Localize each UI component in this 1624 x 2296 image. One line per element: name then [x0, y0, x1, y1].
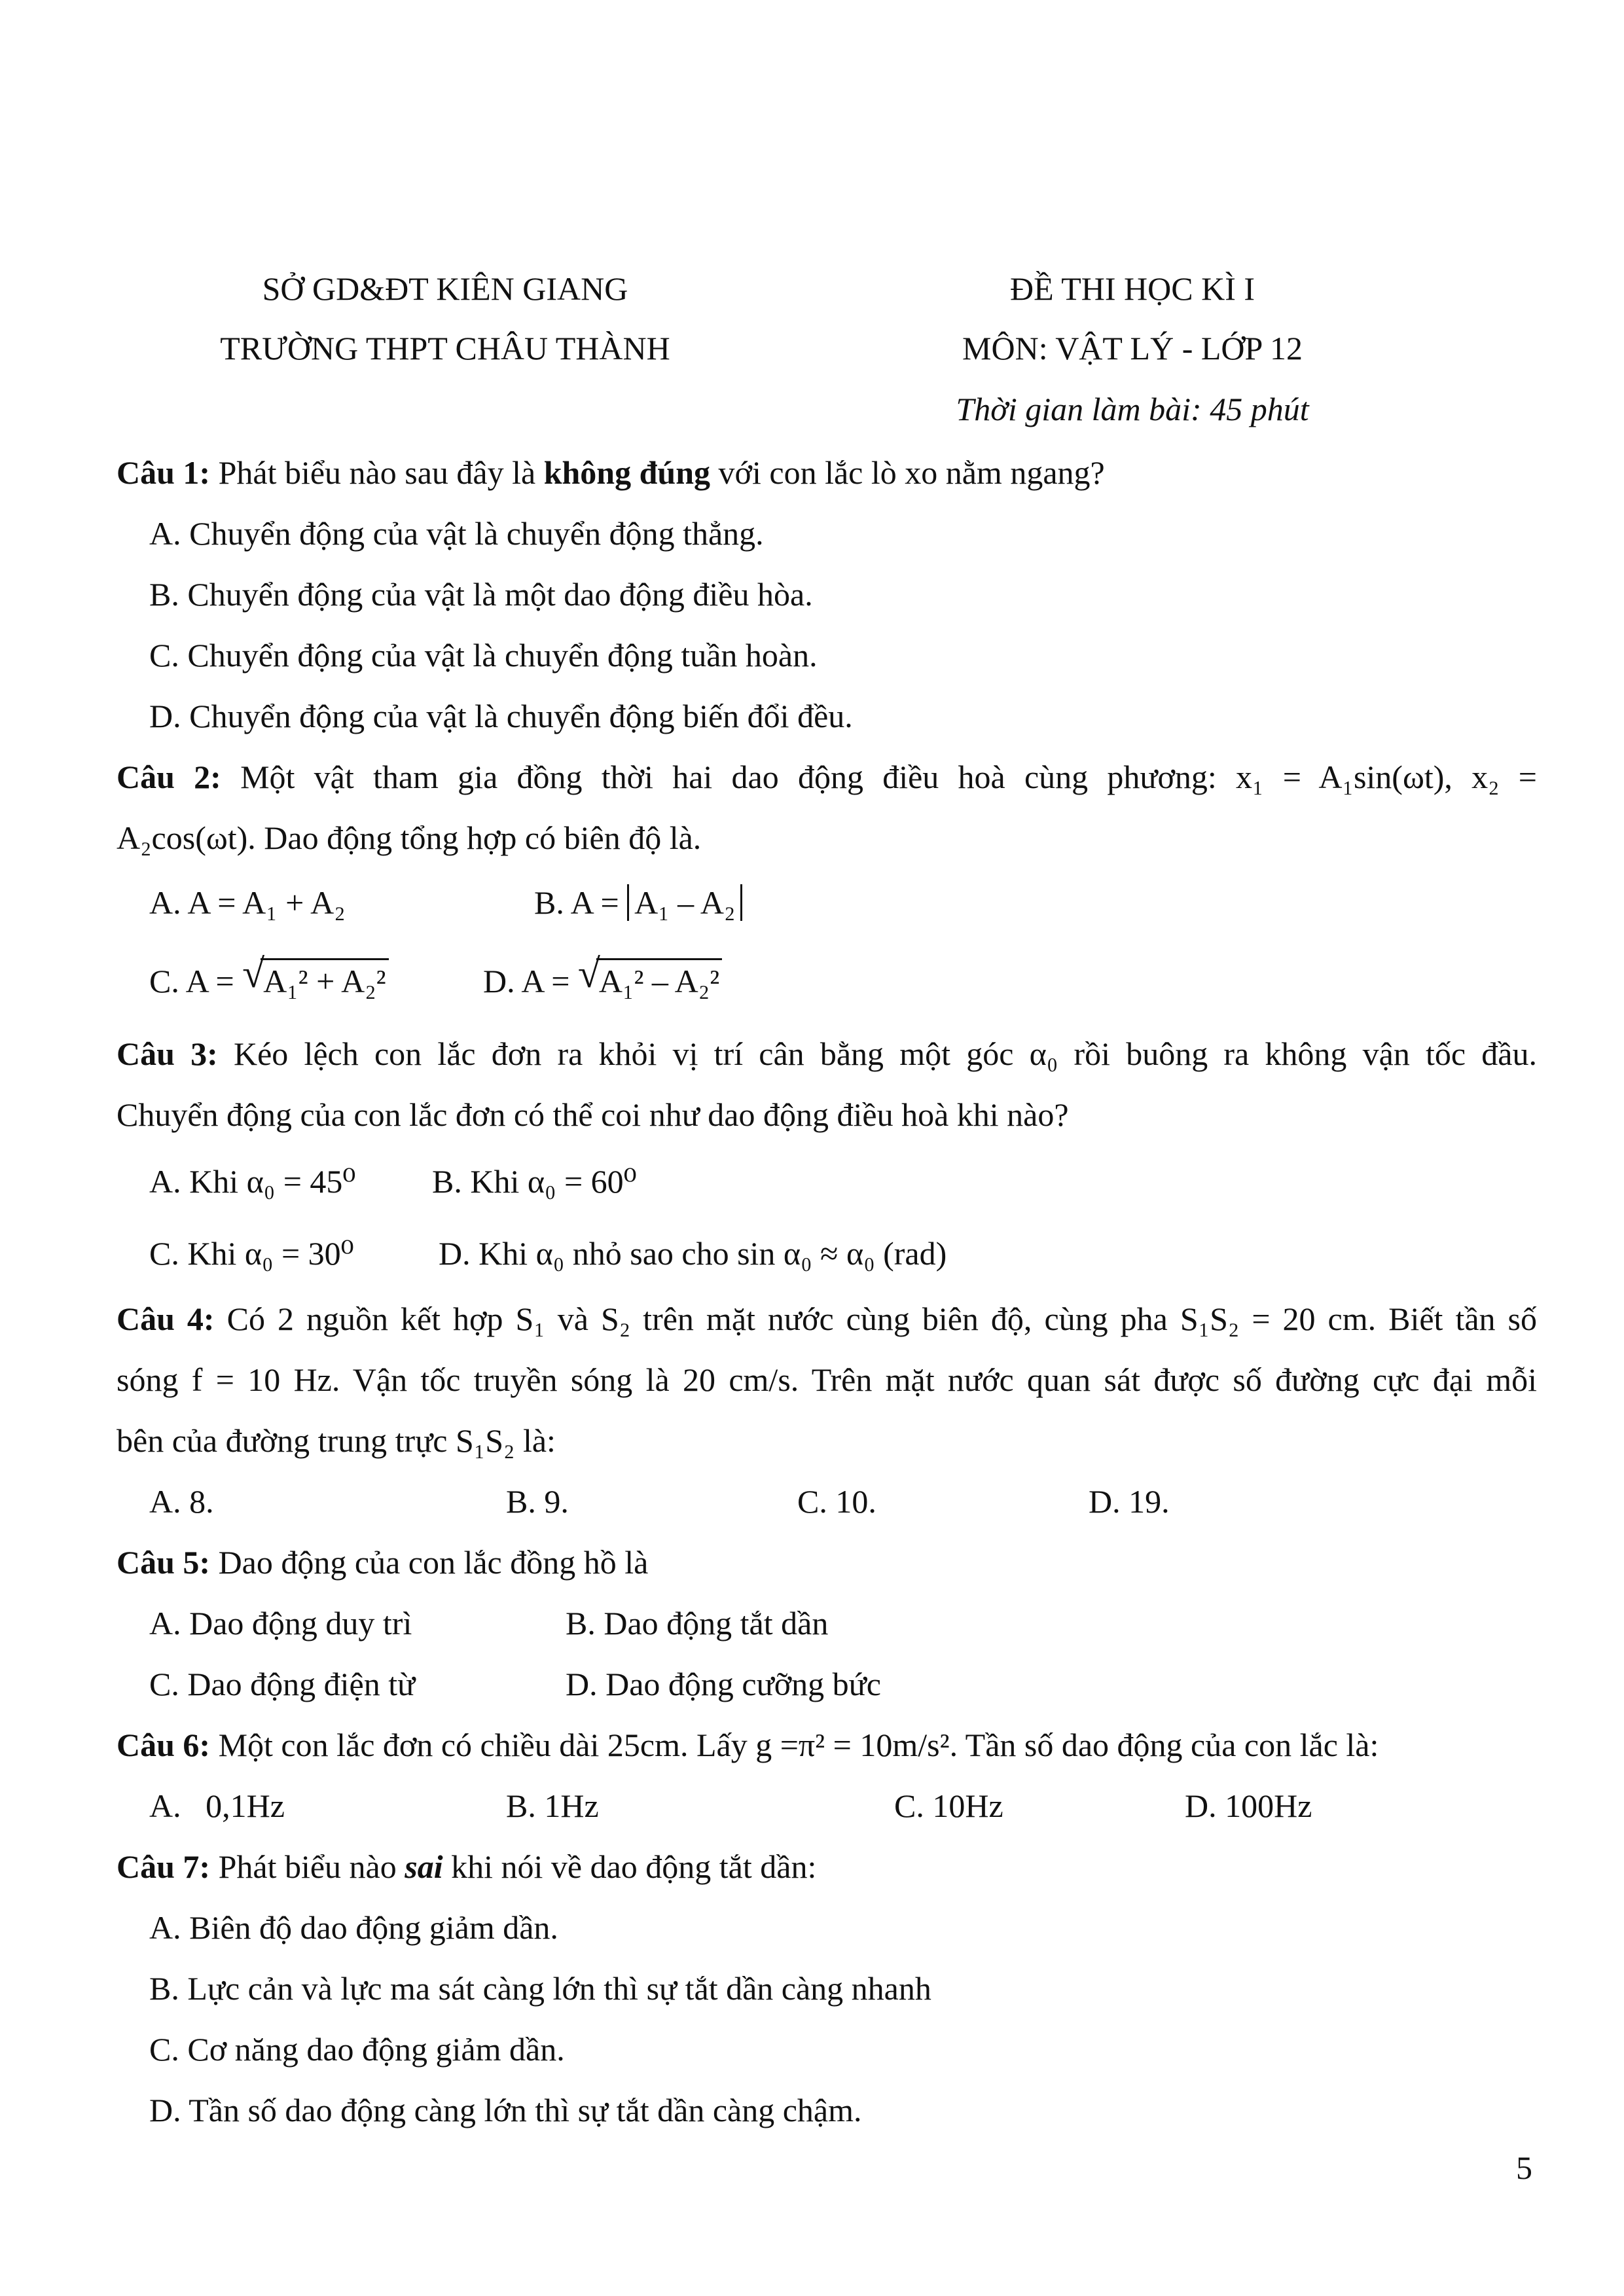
q1-option-b: B. Chuyển động của vật là một dao động điều hòa. [149, 576, 813, 613]
q5-label: Câu 5: [117, 1544, 211, 1581]
q4-stem-line2: sóng f = 10 Hz. Vận tốc truyền sóng là 20 cm/s. Trên mặt nước quan sát được số đường cực đại mỗi [117, 1361, 1537, 1398]
q7-stem [117, 1847, 816, 1886]
q7-option-c: C. Cơ năng dao động giảm dần. [149, 2031, 565, 2068]
q2-option-d [483, 958, 722, 1001]
q3-option-b: B. Khi α₀ = 60⁰ [432, 1163, 637, 1200]
q2-option-a: A. A = A₁ + A₂ [149, 884, 346, 921]
q5-stem [117, 1543, 648, 1582]
q2-option-b [534, 883, 742, 922]
exam-title: ĐỀ THI HỌC KÌ I [1009, 270, 1255, 307]
q3-stem-line2: Chuyển động của con lắc đơn có thể coi như dao động điều hoà khi nào? [117, 1096, 1069, 1133]
q3-stem-line1 [117, 1034, 1537, 1073]
q3-label: Câu 3: [117, 1035, 218, 1072]
exam-subject: MÔN: VẬT LÝ - LỚP 12 [962, 330, 1303, 367]
q7-stem-a: Phát biểu nào [218, 1848, 397, 1885]
q7-label: Câu 7: [117, 1848, 211, 1885]
q7-option-d: D. Tần số dao động càng lớn thì sự tắt dần càng chậm. [149, 2092, 862, 2128]
q5-option-c: C. Dao động điện từ [149, 1666, 416, 1702]
exam-duration: Thời gian làm bài: 45 phút [956, 391, 1309, 427]
q1-stem-bold: không đúng [543, 454, 711, 491]
q2-option-c-prefix: C. A = [149, 963, 234, 999]
q1-stem-a: Phát biểu nào sau đây là [218, 454, 536, 491]
q1-stem-b: với con lắc lò xo nằm ngang? [718, 454, 1105, 491]
q2-option-d-prefix: D. A = [483, 963, 570, 999]
q6-option-c: C. 10Hz [894, 1787, 1003, 1824]
q2-label: Câu 2: [117, 759, 221, 795]
q1-option-a: A. Chuyển động của vật là chuyển động thẳng. [149, 515, 764, 552]
q2-option-c-radicand: A₁² + A₂² [261, 958, 389, 1001]
q4-stem-line3: bên của đường trung trực S₁S₂ là: [117, 1422, 556, 1459]
q4-stem-text: Có 2 nguồn kết hợp S₁ và S₂ trên mặt nước cùng biên độ, cùng pha S₁S₂ = 20 cm. Biết tần số [226, 1300, 1537, 1337]
q4-option-b: B. 9. [506, 1483, 569, 1520]
school-name: TRƯỜNG THPT CHÂU THÀNH [220, 330, 670, 367]
q7-option-b: B. Lực cản và lực ma sát càng lớn thì sự tắt dần càng nhanh [149, 1970, 931, 2007]
q5-option-b: B. Dao động tắt dần [566, 1605, 829, 1641]
q2-stem-text: Một vật tham gia đồng thời hai dao động điều hoà cùng phương: x₁ = A₁sin(ωt), x₂ = [240, 759, 1538, 795]
page-number: 5 [1516, 2149, 1532, 2186]
q1-label: Câu 1: [117, 454, 211, 491]
q4-option-d: D. 19. [1089, 1483, 1170, 1520]
q7-stem-b: khi nói về dao động tắt dần: [451, 1848, 817, 1885]
q5-option-a: A. Dao động duy trì [149, 1605, 412, 1641]
school-department: SỞ GD&ĐT KIÊN GIANG [262, 270, 628, 307]
q1-stem [117, 453, 1105, 492]
q1-option-c: C. Chuyển động của vật là chuyển động tuần hoàn. [149, 637, 818, 673]
q2-option-b-abs: A₁ – A₂ [627, 884, 742, 921]
q7-stem-emphasis: sai [405, 1848, 443, 1885]
q4-option-c: C. 10. [797, 1483, 876, 1520]
q6-option-b: B. 1Hz [506, 1787, 599, 1824]
q3-option-d: D. Khi α₀ nhỏ sao cho sin α₀ ≈ α₀ (rad) [439, 1235, 947, 1272]
q2-option-b-prefix: B. A = [534, 884, 619, 921]
q6-option-a: A. 0,1Hz [149, 1787, 285, 1824]
q2-stem-line1 [117, 757, 1537, 797]
q6-stem-text: Một con lắc đơn có chiều dài 25cm. Lấy g =π² = 10m/s². Tần số dao động của con lắc là: [218, 1727, 1379, 1763]
q3-option-c: C. Khi α₀ = 30⁰ [149, 1235, 354, 1272]
q1-option-d: D. Chuyển động của vật là chuyển động biến đổi đều. [149, 698, 853, 734]
q4-label: Câu 4: [117, 1300, 215, 1337]
q4-option-a: A. 8. [149, 1483, 214, 1520]
q2-stem-line2: A₂cos(ωt). Dao động tổng hợp có biên độ là. [117, 819, 702, 856]
q6-option-d: D. 100Hz [1185, 1787, 1312, 1824]
q7-option-a: A. Biên độ dao động giảm dần. [149, 1909, 558, 1946]
q4-stem-line1 [117, 1299, 1537, 1338]
q2-option-d-sqrt [578, 958, 722, 1001]
q3-option-a: A. Khi α₀ = 45⁰ [149, 1163, 356, 1200]
q2-option-d-radicand: A₁² – A₂² [596, 958, 722, 1001]
q6-label: Câu 6: [117, 1727, 211, 1763]
q2-option-c-sqrt [242, 958, 389, 1001]
q5-stem-text: Dao động của con lắc đồng hồ là [218, 1544, 649, 1581]
q2-option-c [149, 958, 389, 1001]
q6-stem [117, 1725, 1379, 1765]
q3-stem-text: Kéo lệch con lắc đơn ra khỏi vị trí cân bằng một góc α₀ rồi buông ra không vận tốc đầu. [233, 1035, 1537, 1072]
q5-option-d: D. Dao động cưỡng bức [566, 1666, 881, 1702]
